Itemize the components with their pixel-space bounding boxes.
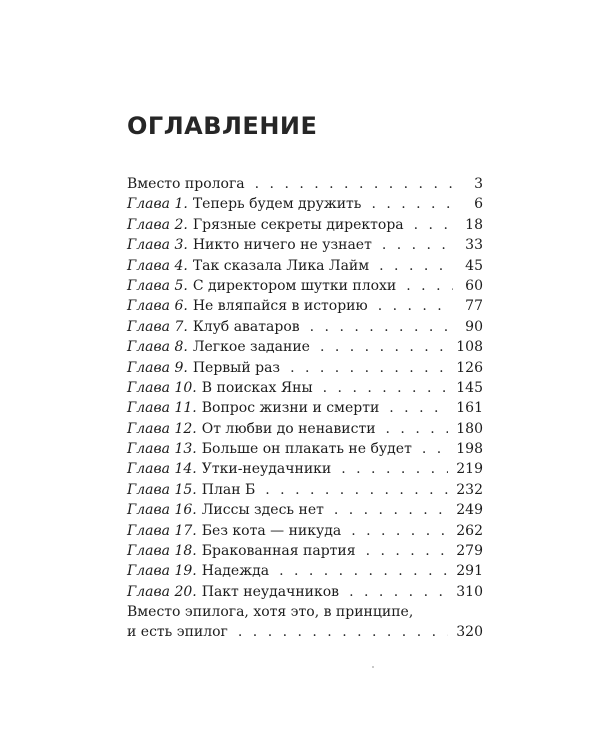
chapter-label: Глава 4. (127, 257, 188, 274)
page-number: 145 (456, 379, 483, 396)
entry-title-line-2-row (127, 622, 483, 642)
toc-entry-chapter-4 (127, 256, 483, 276)
page-number: 320 (456, 624, 483, 641)
dot-leader (406, 276, 453, 296)
chapter-label: Глава 3. (127, 237, 188, 254)
chapter-label: Глава 2. (127, 216, 188, 233)
page-number: 180 (456, 420, 483, 437)
dot-leader (379, 256, 453, 276)
dot-leader (265, 480, 448, 500)
page-number: 161 (456, 400, 483, 417)
entry-title: Теперь будем дружить (192, 196, 362, 213)
chapter-label: Глава 1. (127, 196, 188, 213)
entry-title: От любви до ненависти (201, 420, 376, 437)
page-number: 77 (465, 298, 483, 315)
chapter-label: Глава 14. (127, 461, 197, 478)
entry-title: Бракованная партия (201, 543, 356, 560)
toc-entry-chapter-9 (127, 358, 483, 378)
toc-entry-chapter-8 (127, 337, 483, 357)
page-number: 90 (465, 318, 483, 335)
page-number: 279 (456, 543, 483, 560)
toc-entry-chapter-14 (127, 459, 483, 479)
entry-title: Первый раз (192, 359, 281, 376)
chapter-label: Глава 8. (127, 339, 188, 356)
chapter-label: Глава 11. (127, 400, 197, 417)
dot-leader (255, 174, 453, 194)
entry-title: Легкое задание (192, 339, 310, 356)
page-number: 126 (456, 359, 483, 376)
page-number: 198 (456, 441, 483, 458)
entry-title: Вместо пролога (127, 175, 245, 192)
toc-entry-epilogue (127, 603, 483, 642)
toc-entry-chapter-10 (127, 378, 483, 398)
dot-leader (386, 419, 449, 439)
toc-entry-chapter-1 (127, 194, 483, 214)
dot-leader (422, 439, 448, 459)
chapter-label: Глава 19. (127, 563, 197, 580)
toc-entry-chapter-5 (127, 276, 483, 296)
page-title: ОГЛАВЛЕНИЕ (127, 112, 318, 140)
entry-title: Никто ничего не узнает (192, 237, 372, 254)
page-number: 6 (474, 196, 483, 213)
toc-entry-chapter-2 (127, 215, 483, 235)
toc-entry-chapter-19 (127, 561, 483, 581)
dot-leader (323, 378, 449, 398)
chapter-label: Глава 20. (127, 583, 197, 600)
dot-leader (341, 459, 448, 479)
toc-entry-chapter-16 (127, 500, 483, 520)
chapter-label: Глава 13. (127, 441, 197, 458)
dot-leader (378, 296, 453, 316)
entry-title: В поисках Яны (201, 379, 313, 396)
chapter-label: Глава 17. (127, 522, 197, 539)
toc-entry-chapter-11 (127, 398, 483, 418)
entry-title: Надежда (201, 563, 270, 580)
toc-entry-chapter-18 (127, 541, 483, 561)
dot-leader (310, 317, 453, 337)
chapter-label: Глава 16. (127, 502, 197, 519)
entry-title: План Б (201, 481, 256, 498)
entry-title: С директором шутки плохи (192, 277, 397, 294)
chapter-label: Глава 12. (127, 420, 197, 437)
page-number: 60 (465, 277, 483, 294)
entry-title: Утки-неудачники (201, 461, 332, 478)
toc-entry-chapter-20 (127, 582, 483, 602)
chapter-label: Глава 5. (127, 277, 188, 294)
chapter-label: Глава 15. (127, 481, 197, 498)
toc-entry-chapter-6 (127, 296, 483, 316)
toc-entry-chapter-15 (127, 480, 483, 500)
entry-title: Не вляпайся в историю (192, 298, 368, 315)
dot-leader (334, 500, 448, 520)
entry-title-line-1: Вместо эпилога, хотя это, в принципе, (127, 604, 414, 621)
page-number: 33 (465, 237, 483, 254)
page-number: 108 (456, 339, 483, 356)
dot-leader (351, 521, 448, 541)
chapter-label: Глава 18. (127, 543, 197, 560)
toc-entry-chapter-7 (127, 317, 483, 337)
dot-leader (279, 561, 448, 581)
page-number: 219 (456, 461, 483, 478)
dot-leader (414, 215, 453, 235)
entry-title-line-2: и есть эпилог (127, 624, 228, 641)
dot-leader (238, 622, 448, 642)
toc-entry-prologue (127, 174, 483, 194)
toc-entry-chapter-17 (127, 521, 483, 541)
entry-title: Без кота — никуда (201, 522, 342, 539)
page-number: 291 (456, 563, 483, 580)
toc-entry-chapter-12 (127, 419, 483, 439)
chapter-label: Глава 9. (127, 359, 188, 376)
page-number: 18 (465, 216, 483, 233)
chapter-label: Глава 10. (127, 379, 197, 396)
page-number: 232 (456, 481, 483, 498)
entry-title: Лиссы здесь нет (201, 502, 324, 519)
dot-leader (382, 235, 453, 255)
dot-leader (320, 337, 448, 357)
page-number: 262 (456, 522, 483, 539)
entry-title: Грязные секреты директора (192, 216, 404, 233)
page-number: 249 (456, 502, 483, 519)
dot-leader (371, 194, 453, 214)
dot-leader (349, 582, 448, 602)
paper-speck (372, 666, 374, 668)
entry-title: Больше он плакать не будет (201, 441, 412, 458)
page-number: 310 (456, 583, 483, 600)
chapter-label: Глава 6. (127, 298, 188, 315)
toc-entry-chapter-13 (127, 439, 483, 459)
dot-leader (389, 398, 448, 418)
page-number: 3 (474, 175, 483, 192)
dot-leader (366, 541, 449, 561)
entry-title: Пакт неудачников (201, 583, 340, 600)
toc-entry-chapter-3 (127, 235, 483, 255)
dot-leader (290, 358, 448, 378)
toc-list (127, 174, 483, 642)
entry-title: Так сказала Лика Лайм (192, 257, 370, 274)
entry-title: Вопрос жизни и смерти (201, 400, 380, 417)
entry-title: Клуб аватаров (192, 318, 300, 335)
chapter-label: Глава 7. (127, 318, 188, 335)
page-number: 45 (465, 257, 483, 274)
